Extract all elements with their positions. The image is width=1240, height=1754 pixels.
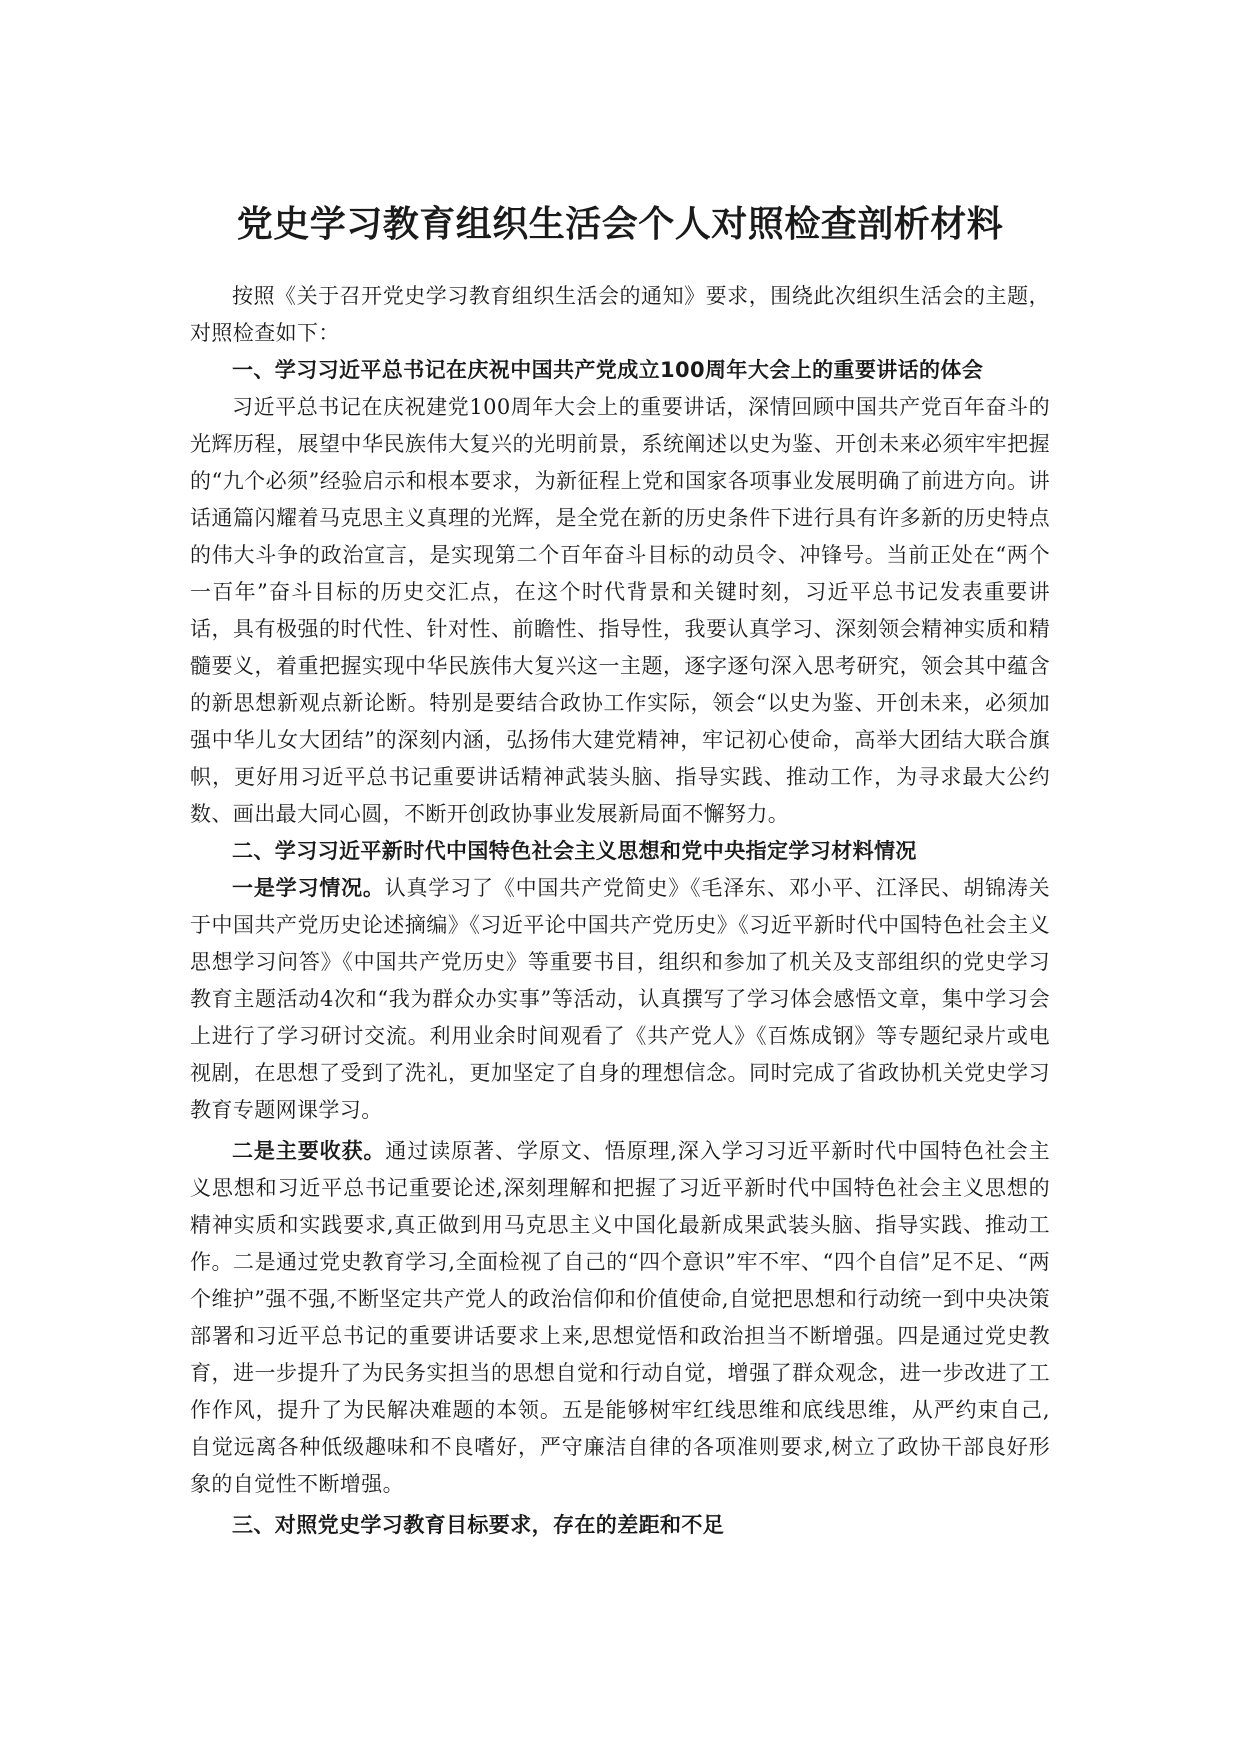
study-status-lead: 一是学习情况。: [232, 876, 385, 900]
section-1-heading: 一、学习习近平总书记在庆祝中国共产党成立100周年大会上的重要讲话的体会: [232, 358, 984, 382]
main-gains-body: 通过读原著、学原文、悟原理,深入学习习近平新时代中国特色社会主义思想和习近平总书记重要论述,深刻理解和把握了习近平新时代中国特色社会主义思想的精神实质和实践要求,真正做到用马克思主义中国化最新成果武装头脑、指导实践、推动工作。二是通过党史教育学习,全面检视了自己的“四个意识”牢不牢、“四个自信”足不足、“两个维护”强不强,不断坚定共产党人的政治信仰和价值使命,自觉把思想和行动统一到中央决策部署和习近平总书记的重要讲话要求上来,思想觉悟和政治担当不断增强。四是通过党史教育，进一步提升了为民务实担当的思想自觉和行动自觉，增强了群众观念，进一步改进了工作作风，提升了为民解决难题的本领。五是能够树牢红线思维和底线思维，从严约束自己,自觉远离各种低级趣味和不良嗜好，严守廉洁自律的各项准则要求,树立了政协干部良好形象的自觉性不断增强。: [190, 1139, 1050, 1496]
main-gains-lead: 二是主要收获。: [232, 1139, 386, 1163]
study-status-paragraph: [190, 870, 1050, 1129]
document-page: [190, 200, 1050, 1544]
section-3-heading: 三、对照党史学习教育目标要求，存在的差距和不足: [232, 1513, 725, 1537]
section-1-body: 习近平总书记在庆祝建党100周年大会上的重要讲话，深情回顾中国共产党百年奋斗的光辉历程，展望中华民族伟大复兴的光明前景，系统阐述以史为鉴、开创未来必须牢牢把握的“九个必须”经验启示和根本要求，为新征程上党和国家各项事业发展明确了前进方向。讲话通篇闪耀着马克思主义真理的光辉，是全党在新的历史条件下进行具有许多新的历史特点的伟大斗争的政治宣言，是实现第二个百年奋斗目标的动员令、冲锋号。当前正处在“两个一百年”奋斗目标的历史交汇点，在这个时代背景和关键时刻，习近平总书记发表重要讲话，具有极强的时代性、针对性、前瞻性、指导性，我要认真学习、深刻领会精神实质和精髓要义，着重把握实现中华民族伟大复兴这一主题，逐字逐句深入思考研究，领会其中蕴含的新思想新观点新论断。特别是要结合政协工作实际，领会“以史为鉴、开创未来，必须加强中华儿女大团结”的深刻内涵，弘扬伟大建党精神，牢记初心使命，高举大团结大联合旗帜，更好用习近平总书记重要讲话精神武装头脑、指导实践、推动工作，为寻求最大公约数、画出最大同心圆，不断开创政协事业发展新局面不懈努力。: [190, 395, 1050, 826]
study-status-body: 认真学习了《中国共产党简史》《毛泽东、邓小平、江泽民、胡锦涛关于中国共产党历史论述摘编》《习近平论中国共产党历史》《习近平新时代中国特色社会主义思想学习问答》《中国共产党历史》等重要书目，组织和参加了机关及支部组织的党史学习教育主题活动4次和“我为群众办实事”等活动，认真撰写了学习体会感悟文章，集中学习会上进行了学习研讨交流。利用业余时间观看了《共产党人》《百炼成钢》等专题纪录片或电视剧，在思想了受到了洗礼，更加坚定了自身的理想信念。同时完成了省政协机关党史学习教育专题网课学习。: [190, 876, 1050, 1122]
intro-paragraph: 按照《关于召开党史学习教育组织生活会的通知》要求，围绕此次组织生活会的主题，对照检查如下：: [190, 284, 1050, 345]
document-title: 党史学习教育组织生活会个人对照检查剖析材料: [236, 204, 1004, 245]
main-gains-paragraph: [190, 1133, 1050, 1503]
section-2-heading: 二、学习习近平新时代中国特色社会主义思想和党中央指定学习材料情况: [232, 839, 917, 863]
